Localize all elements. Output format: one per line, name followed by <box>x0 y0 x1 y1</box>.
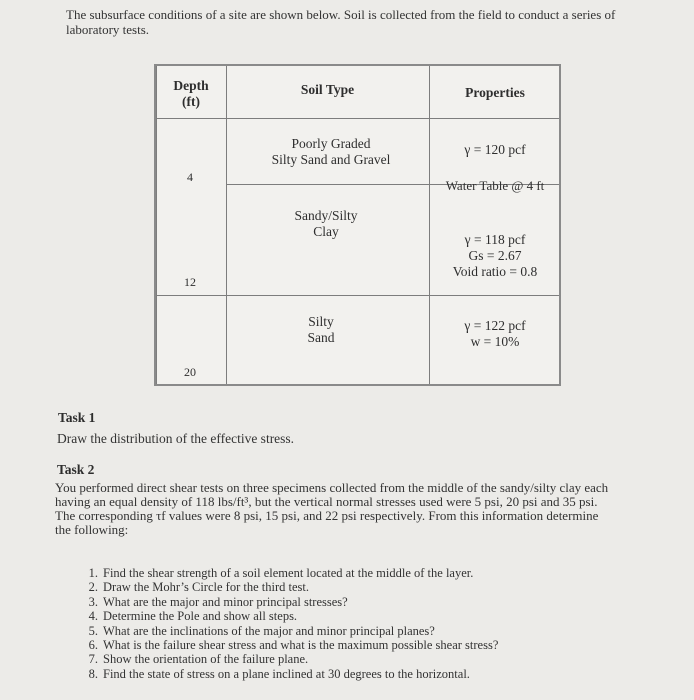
item-number: 8. <box>88 666 98 681</box>
list-item <box>76 624 498 638</box>
list-item <box>76 580 498 594</box>
item-text: Find the shear strength of a soil element located at the middle of the layer. <box>103 566 474 580</box>
item-number: 7. <box>88 652 98 667</box>
water-table-label: Water Table @ 4 ft <box>445 178 545 193</box>
task2-title: Task 2 <box>57 462 95 477</box>
depth-mark-4: 4 <box>187 170 193 184</box>
soil-profile-table <box>154 64 561 386</box>
list-item <box>76 638 498 652</box>
layer3-properties <box>429 318 561 350</box>
item-number: 3. <box>88 594 98 609</box>
layer1-soil-line1: Poorly Graded <box>291 136 371 151</box>
layer3-soil <box>251 314 391 346</box>
layer1-unit-weight: γ = 120 pcf <box>464 142 526 157</box>
task1-text: Draw the distribution of the effective stress. <box>57 431 295 446</box>
item-number: 4. <box>88 609 98 624</box>
task2-line-2: having an equal density of 118 lbs/ft³, but the vertical normal stresses used were 5 psi, 20 psi and 35 psi. <box>55 494 598 509</box>
layer3-water-content: w = 10% <box>470 334 520 349</box>
layer3-unit-weight: γ = 122 pcf <box>464 318 526 333</box>
layer2-void-ratio: Void ratio = 0.8 <box>452 264 538 279</box>
item-text: What is the failure shear stress and what is the maximum possible shear stress? <box>103 638 499 653</box>
layer1-soil-line2: Silty Sand and Gravel <box>271 152 391 167</box>
item-number: 6. <box>88 638 98 653</box>
layer3-soil-line1: Silty <box>308 314 334 329</box>
header-depth-label: Depth <box>173 78 209 93</box>
item-number: 2. <box>88 580 98 595</box>
item-number: 1. <box>88 566 98 580</box>
layer2-specific-gravity: Gs = 2.67 <box>468 248 522 263</box>
list-item <box>76 595 498 609</box>
task2-line-4: the following: <box>55 522 129 537</box>
list-item <box>76 566 498 580</box>
depth-mark-12: 12 <box>184 275 196 289</box>
header-depth-unit: (ft) <box>182 94 200 109</box>
item-text: What are the inclinations of the major and minor principal planes? <box>103 623 435 638</box>
item-text: Find the state of stress on a plane inclined at 30 degrees to the horizontal. <box>103 666 470 681</box>
task2-paragraph <box>55 481 665 537</box>
task2-line-3: The corresponding τf values were 8 psi, 15 psi, and 22 psi respectively. From this information determine <box>55 508 599 523</box>
item-number: 5. <box>88 623 98 638</box>
list-item <box>76 609 498 623</box>
task2-line-1: You performed direct shear tests on three specimens collected from the middle of the sandy/silty clay each <box>55 480 609 495</box>
layer1-soil <box>236 136 426 168</box>
layer2-properties <box>429 232 561 280</box>
task2-question-list <box>76 566 498 681</box>
layer2-soil-line2: Clay <box>313 224 339 239</box>
item-text: Determine the Pole and show all steps. <box>103 609 298 624</box>
layer2-soil-line1: Sandy/Silty <box>294 208 358 223</box>
item-text: What are the major and minor principal stresses? <box>103 594 348 609</box>
layer2-soil <box>236 208 416 240</box>
header-properties: Properties <box>465 85 525 100</box>
depth-mark-20: 20 <box>184 365 196 379</box>
item-text: Draw the Mohr’s Circle for the third test. <box>103 580 309 595</box>
item-text: Show the orientation of the failure plane. <box>103 652 309 667</box>
list-item <box>76 652 498 666</box>
header-soil-type: Soil Type <box>300 82 355 97</box>
list-item <box>76 667 498 681</box>
header-depth <box>156 78 226 110</box>
layer2-unit-weight: γ = 118 pcf <box>464 232 526 247</box>
intro-text: The subsurface conditions of a site are shown below. Soil is collected from the field to conduct a series of laboratory tests. <box>66 7 616 37</box>
layer3-soil-line2: Sand <box>307 330 335 345</box>
task1-title: Task 1 <box>58 410 96 425</box>
